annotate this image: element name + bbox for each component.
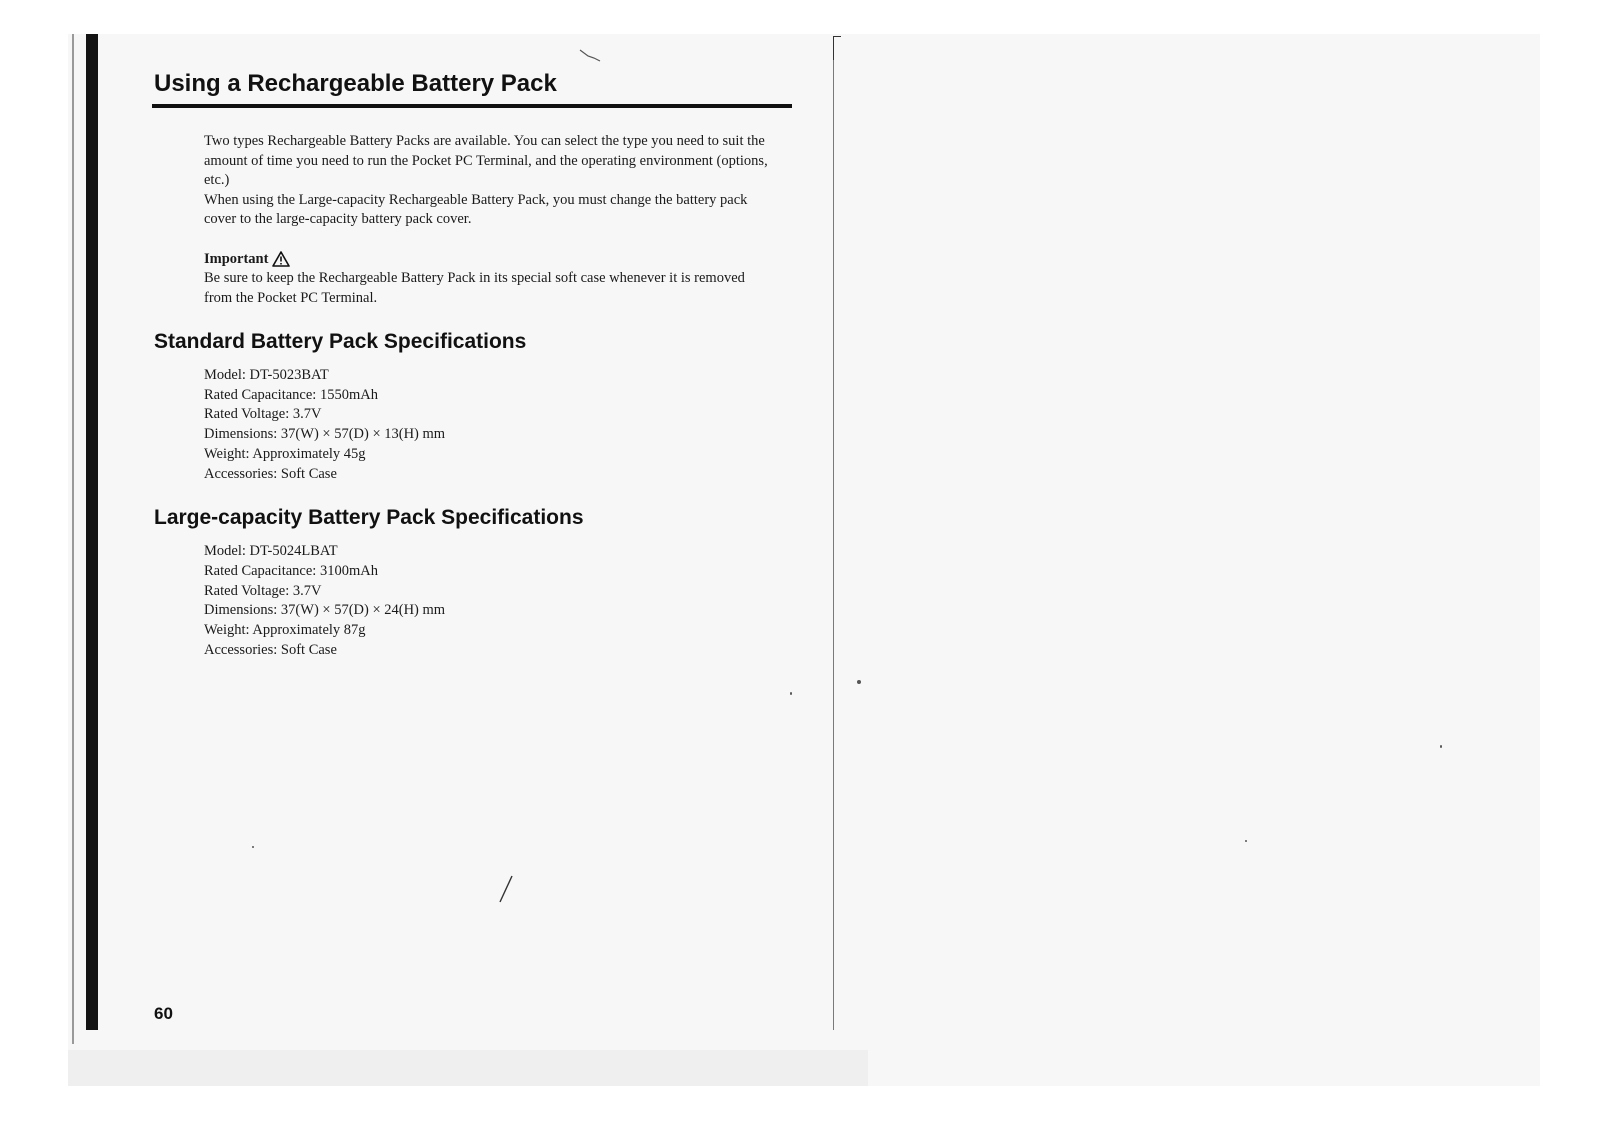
spec-item: Accessories: Soft Case bbox=[204, 641, 337, 658]
spec-item: Rated Voltage: 3.7V bbox=[204, 406, 322, 423]
warning-triangle-icon bbox=[272, 251, 290, 267]
scan-speck bbox=[252, 846, 254, 848]
important-note bbox=[204, 250, 774, 309]
spec-item: Dimensions: 37(W) × 57(D) × 13(H) mm bbox=[204, 426, 446, 443]
standard-spec-title: Standard Battery Pack Specifications bbox=[154, 330, 527, 353]
intro-paragraph: Two types Rechargeable Battery Packs are available. You can select the type you need to suit the amount of time you need to run the Pocket PC Terminal, and the operating environment (options, etc.) bbox=[204, 133, 768, 188]
scan-pen-mark bbox=[498, 874, 514, 904]
spec-item: Model: DT-5024LBAT bbox=[204, 543, 338, 560]
scan-speck bbox=[857, 680, 861, 684]
spec-item: Rated Capacitance: 1550mAh bbox=[204, 386, 378, 403]
important-text: Be sure to keep the Rechargeable Battery Pack in its special soft case whenever it is removed from the Pocket PC Terminal. bbox=[204, 270, 745, 306]
page-number: 60 bbox=[154, 1004, 173, 1023]
spec-item: Weight: Approximately 45g bbox=[204, 445, 366, 462]
intro-text bbox=[204, 132, 774, 230]
crop-mark bbox=[833, 36, 841, 61]
large-capacity-spec-list bbox=[204, 542, 792, 660]
spec-item: Dimensions: 37(W) × 57(D) × 24(H) mm bbox=[204, 602, 446, 619]
scan-speck bbox=[1440, 745, 1442, 748]
large-capacity-spec-title: Large-capacity Battery Pack Specifications bbox=[154, 506, 584, 530]
scan-bottom-shade bbox=[68, 1050, 868, 1086]
spec-item: Model: DT-5023BAT bbox=[204, 367, 329, 383]
scan-speck bbox=[790, 692, 792, 695]
important-label: Important bbox=[204, 250, 269, 267]
spec-item: Accessories: Soft Case bbox=[204, 465, 337, 482]
standard-spec-list bbox=[204, 366, 792, 484]
left-page-content bbox=[152, 70, 792, 660]
binding-edge-line bbox=[72, 34, 74, 1044]
page-gutter-line bbox=[833, 60, 834, 1030]
important-heading bbox=[204, 250, 290, 270]
scan-pen-mark bbox=[578, 48, 604, 64]
binding-edge-bar bbox=[86, 34, 98, 1030]
page-title: Using a Rechargeable Battery Pack bbox=[152, 70, 792, 108]
spec-item: Weight: Approximately 87g bbox=[204, 622, 366, 639]
spec-item: Rated Voltage: 3.7V bbox=[204, 582, 322, 599]
spec-item: Rated Capacitance: 3100mAh bbox=[204, 562, 378, 579]
intro-paragraph: When using the Large-capacity Rechargeable Battery Pack, you must change the battery pack cover to the large-capacity battery pack cover. bbox=[204, 191, 748, 227]
scan-speck bbox=[1245, 840, 1247, 842]
